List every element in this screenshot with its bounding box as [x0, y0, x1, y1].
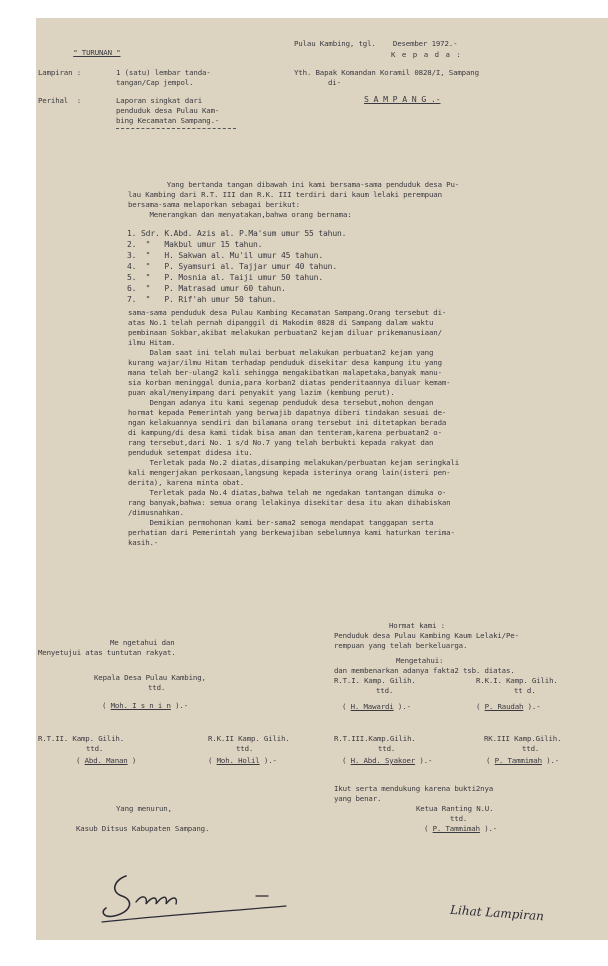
rt3-name: ( H. Abd. Syakoer ).-	[342, 756, 433, 765]
body-line: rang banyak,bahwa: semua orang lelakinya disekitar desa itu akan dihabiskan	[128, 498, 451, 507]
turunan-label: " TURUNAN "	[73, 48, 121, 58]
rk3-name-text: P. Tammimah	[494, 756, 542, 765]
list-item: 4. " P. Syamsuri al. Tajjar umur 40 tahun.	[127, 262, 337, 271]
body-line: Dengan adanya itu kami segenap penduduk desa tersebut,mohon dengan	[128, 398, 434, 407]
rk1-name-text: P. Raudah	[484, 702, 524, 711]
rk2-title: R.K.II Kamp. Gilih.	[208, 734, 290, 743]
body-line: penduduk setempat didesa itu.	[128, 448, 253, 457]
rk2-ttd: ttd.	[236, 744, 254, 753]
body-line: /dimusnahkan.	[128, 508, 184, 517]
intro-line: bersama-sama melaporkan sebagai berikut:	[128, 200, 300, 209]
ketua-ttd: ttd.	[450, 814, 468, 823]
rt2-title: R.T.II. Kamp. Gilih.	[38, 734, 124, 743]
body-line: hormat kepada Pemerintah yang berwajib dapatnya diberi tindakan sesuai de-	[128, 408, 447, 417]
rk1-name: ( P. Raudah ).-	[476, 702, 541, 711]
ketua-name-text: P. Tammimah	[432, 824, 480, 833]
intro-line: lau Kambing dari R.T. III dan R.K. III terdiri dari kaum lelaki perempuan	[128, 190, 442, 199]
kades-name: ( Moh. I s n i n ).-	[102, 701, 189, 710]
ketua-title: Ketua Ranting N.U.	[416, 804, 494, 813]
body-line: pembinaan Sokbar,akibat melakukan perbuatan2 kejam diluar prikemanusiaan/	[128, 328, 442, 337]
lampiran-label: Lampiran :	[38, 68, 81, 77]
rk3-title: RK.III Kamp.Gilih.	[484, 734, 562, 743]
perihal-line-2: penduduk desa Pulau Kam-	[116, 106, 220, 115]
rk2-name: ( Moh. Holil ).-	[208, 756, 277, 765]
rk1-title: R.K.I. Kamp. Gilih.	[476, 676, 558, 685]
rt1-name-text: H. Mawardi	[350, 702, 394, 711]
hormat-kami: Hormat kami :	[389, 621, 445, 630]
kades-name-text: Moh. I s n i n	[110, 701, 171, 710]
body-line: puan akal/menyimpang dari penyakit yang lazim (kembung perut).	[128, 388, 395, 397]
body-line: kasih.-	[128, 538, 159, 547]
kades-title: Kepala Desa Pulau Kambing,	[94, 673, 206, 682]
rt2-name: ( Abd. Manan )	[76, 756, 137, 765]
handwritten-note: Lihat Lampiran	[449, 902, 545, 924]
body-line: kurang wajar/ilmu Hitam terhadap penduduk disekitar desa kampung itu yang	[128, 358, 442, 367]
intro-line: Yang bertanda tangan dibawah ini kami bersama-sama penduduk desa Pu-	[128, 180, 460, 189]
copy-marker	[56, 39, 121, 67]
rk3-ttd: ttd.	[522, 744, 540, 753]
lampiran-line-2: tangan/Cap jempol.	[116, 78, 194, 87]
body-line: atas No.1 telah pernah dipanggil di Makodim 0828 di Sampang dalam waktu	[128, 318, 434, 327]
rt1-ttd: ttd.	[376, 686, 394, 695]
fakta-line: dan membenarkan adanya fakta2 tsb. diatas.	[334, 666, 515, 675]
body-line: Demikian permohonan kami ber-sama2 semoga mendapat tanggapan serta	[128, 518, 434, 527]
body-line: Terletak pada No.2 diatas,disamping melakukan/perbuatan kejam seringkali	[128, 458, 460, 467]
addressee-line-1: Yth. Bapak Komandan Koramil 0828/I, Sampang	[294, 68, 479, 77]
body-line: di kampung/di desa kami tidak bisa aman dan tenteram,karena perbuatan2 o-	[128, 428, 442, 437]
list-item: 5. " P. Mosnia al. Taiji umur 50 tahun.	[127, 273, 323, 282]
kepada-label: K e p a d a :	[391, 50, 462, 59]
rt1-title: R.T.I. Kamp. Gilih.	[334, 676, 416, 685]
rt2-ttd: ttd.	[86, 744, 104, 753]
rt1-name: ( H. Mawardi ).-	[342, 702, 411, 711]
perihal-label: Perihal :	[38, 96, 81, 105]
body-line: Terletak pada No.4 diatas,bahwa telah me ngedakan tantangan dimuka o-	[128, 488, 447, 497]
addressee-city: S A M P A N G .-	[364, 94, 441, 104]
penduduk-line-1: Penduduk desa Pulau Kambing Kaum Lelaki/Pe-	[334, 631, 519, 640]
ikut-line-2: yang benar.	[334, 794, 382, 803]
body-line: kali mengerjakan perkosaan,langsung kepada isterinya orang lain(isteri pen-	[128, 468, 451, 477]
rk1-ttd: tt d.	[514, 686, 536, 695]
list-item: 2. " Makbul umur 15 tahun.	[127, 240, 263, 249]
lampiran-line-1: 1 (satu) lembar tanda-	[116, 68, 211, 77]
ikut-line-1: Ikut serta mendukung karena bukti2nya	[334, 784, 494, 793]
rt3-name-text: H. Abd. Syakoer	[350, 756, 416, 765]
mengetahui-right: Mengetahui:	[396, 656, 444, 665]
rk3-name: ( P. Tammimah ).-	[486, 756, 560, 765]
body-line: sia korban meninggal dunia,para korban2 diatas penderitaannya diluar kemam-	[128, 378, 451, 387]
rt3-title: R.T.III.Kamp.Gilih.	[334, 734, 416, 743]
list-item: 3. " H. Sakwan al. Mu'il umur 45 tahun.	[127, 251, 323, 260]
perihal-line-3: bing Kecamatan Sampang.-	[116, 116, 220, 125]
body-line: rang tersebut,dari No. 1 s/d No.7 yang telah berbukti kepada rakyat dan	[128, 438, 434, 447]
place-date: Pulau Kambing, tgl. Desember 1972.-	[294, 39, 458, 48]
penduduk-line-2: rempuan yang telah berkeluarga.	[334, 641, 468, 650]
intro-line: Menerangkan dan menyatakan,bahwa orang bernama:	[128, 210, 352, 219]
rt2-name-text: Abd. Manan	[84, 756, 128, 765]
yang-menurun: Yang menurun,	[116, 804, 172, 813]
list-item: 6. " P. Matrasad umur 60 tahun.	[127, 284, 286, 293]
rt3-ttd: ttd.	[378, 744, 396, 753]
handwritten-signature	[96, 866, 296, 926]
menyetujui-left: Menyetujui atas tuntutan rakyat.	[38, 648, 176, 657]
perihal-line-1: Laporan singkat dari	[116, 96, 202, 105]
list-item: 7. " P. Rif'ah umur 50 tahun.	[127, 295, 277, 304]
body-line: derita), karena minta obat.	[128, 478, 245, 487]
document-page	[36, 18, 608, 940]
mengetahui-left: Me ngetahui dan	[110, 638, 175, 647]
body-line: sama-sama penduduk desa Pulau Kambing Kecamatan Sampang.Orang tersebut di-	[128, 308, 447, 317]
body-line: Dalam saat ini telah mulai berbuat melakukan perbuatan2 kejam yang	[128, 348, 434, 357]
rk2-name-text: Moh. Holil	[216, 756, 260, 765]
ketua-name: ( P. Tammimah ).-	[424, 824, 498, 833]
addressee-line-2: di-	[328, 78, 341, 87]
kasub-title: Kasub Ditsus Kabupaten Sampang.	[76, 824, 210, 833]
body-line: ilmu Hitam.	[128, 338, 176, 347]
body-line: perhatian dari Pemerintah yang berkewajiban sebelumnya kami haturkan terima-	[128, 528, 455, 537]
body-line: ngan kelakuannya sendiri dan bilamana orang tersebut ini ditetapkan berada	[128, 418, 447, 427]
kades-ttd: ttd.	[148, 683, 166, 692]
perihal-underline	[116, 128, 236, 129]
list-item: 1. Sdr. K.Abd. Azis al. P.Ma'sum umur 55 tahun.	[127, 229, 347, 238]
body-line: mana telah ber-ulang2 kali sehingga mengakibatkan malapetaka,banyak manu-	[128, 368, 442, 377]
